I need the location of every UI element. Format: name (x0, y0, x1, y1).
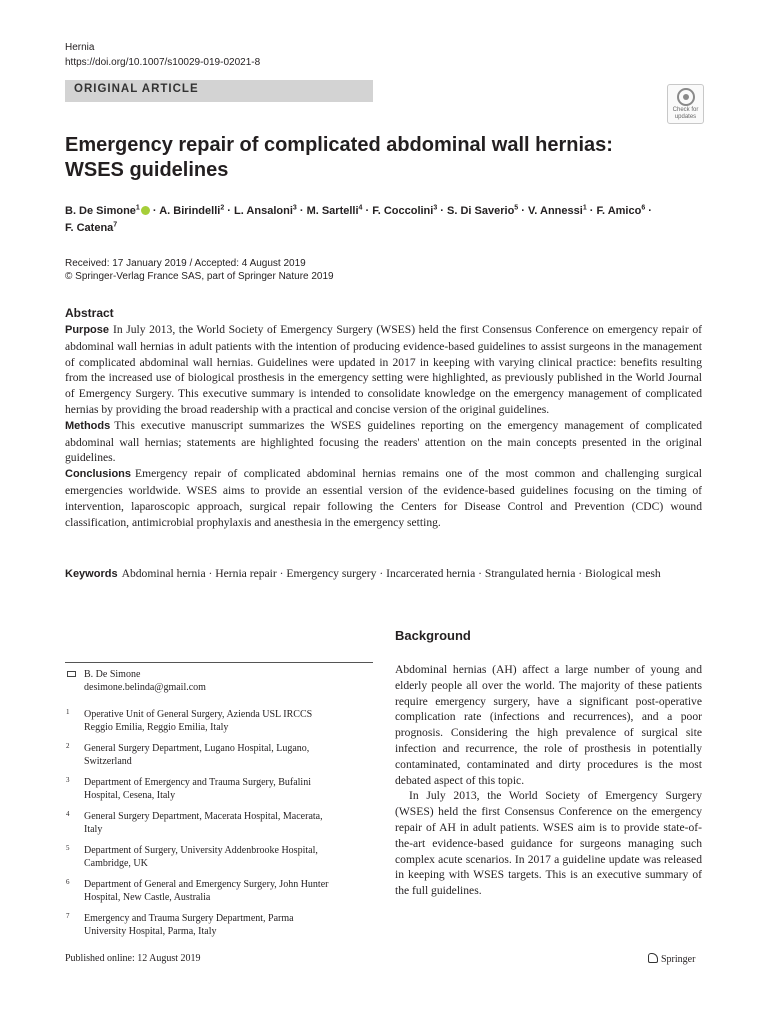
background-body (395, 662, 702, 899)
affiliation-item (65, 878, 373, 904)
affiliation-item (65, 810, 373, 836)
author-entry[interactable] (234, 205, 297, 217)
contact-name: B. De Simone (84, 669, 141, 680)
footnote-divider (65, 662, 373, 663)
published-online: Published online: 12 August 2019 (65, 953, 201, 964)
author-entry[interactable] (528, 205, 587, 217)
affiliation-item (65, 708, 373, 734)
publisher-logo (648, 953, 695, 965)
author-name: B. De Simone (65, 205, 136, 217)
author-name: F. Coccolini (372, 205, 434, 217)
affiliation-line: Switzerland (84, 756, 132, 767)
author-separator: · (645, 205, 652, 217)
author-entry[interactable] (65, 222, 117, 234)
affiliation-item (65, 844, 373, 870)
abstract-heading: Abstract (65, 306, 114, 320)
affiliation-line: Operative Unit of General Surgery, Azienda USL IRCCS (84, 709, 313, 720)
author-separator: · (362, 205, 373, 217)
author-affiliation-ref: 1 (135, 204, 140, 212)
affiliation-item (65, 776, 373, 802)
check-updates-icon (677, 88, 695, 106)
keywords-label: Keywords (65, 568, 118, 580)
article-dates (65, 257, 334, 283)
check-for-updates-badge[interactable] (667, 84, 704, 124)
affiliation-number: 3 (66, 776, 70, 784)
author-entry[interactable] (372, 205, 437, 217)
author-affiliation-ref: 7 (113, 221, 118, 229)
author-affiliation-ref: 3 (433, 204, 438, 212)
author-entry[interactable] (447, 205, 518, 217)
received-accepted: Received: 17 January 2019 / Accepted: 4 August 2019 (65, 258, 306, 269)
author-name: F. Amico (596, 205, 642, 217)
author-affiliation-ref: 4 (358, 204, 363, 212)
affiliation-number: 2 (66, 742, 70, 750)
affiliation-line: Cambridge, UK (84, 858, 148, 869)
author-list (65, 203, 705, 237)
author-affiliation-ref: 2 (220, 204, 225, 212)
background-heading: Background (395, 628, 471, 643)
affiliation-number: 1 (66, 708, 70, 716)
author-separator: · (224, 205, 234, 217)
copyright-line: © Springer-Verlag France SAS, part of Springer Nature 2019 (65, 271, 334, 282)
affiliation-number: 5 (66, 844, 70, 852)
author-name: M. Sartelli (306, 205, 359, 217)
author-entry[interactable] (159, 205, 224, 217)
author-affiliation-ref: 5 (514, 204, 519, 212)
affiliation-line: General Surgery Department, Macerata Hospital, Macerata, (84, 811, 323, 822)
abstract-body (65, 322, 702, 530)
check-updates-line1: Check for (672, 107, 699, 113)
affiliation-line: Hospital, Cesena, Italy (84, 790, 176, 801)
article-type-bar (65, 80, 373, 102)
affiliation-line: Italy (84, 824, 103, 835)
abstract-text: In July 2013, the World Society of Emergency Surgery (WSES) held the first Consensus Conference on emergency repair of abdominal wall hernias in adult patients with the intention of producing evidence-based guidelines to assist surgeons in the management of complicated abdominal wall hernias. Guidelines were updated in 2017 in keeping with varying clinical practice: benefits resulting from the increased use of biological prosthesis in the emergency setting were highlighted, as previously published in the World Journal of Emergency Surgery. This executive summary is intended to consolidate knowledge on the emergency management of complicated hernias by providing the broad readership with a practical and concise version of the original guidelines. (65, 323, 702, 416)
article-type-label: ORIGINAL ARTICLE (74, 83, 199, 95)
author-entry[interactable] (65, 205, 150, 217)
springer-horse-icon (648, 953, 658, 963)
author-affiliation-ref: 1 (582, 204, 587, 212)
abstract-purpose (65, 322, 702, 418)
author-affiliation-ref: 3 (292, 204, 297, 212)
abstract-label: Methods (65, 419, 111, 432)
affiliation-item (65, 912, 373, 938)
author-name: S. Di Saverio (447, 205, 515, 217)
background-paragraph: Abdominal hernias (AH) affect a large number of young and elderly people all over the world. The majority of these patients require emergency surgery, have a significant post-operative complication rate (infections and recurrences), and a poor prognosis. Considering the high prevalence of surgical site infection and recurrence, the role of prosthesis in potentially contaminated, contaminated and dirty procedures is the most debated aspect of this topic. (395, 663, 702, 787)
orcid-icon[interactable] (141, 206, 150, 215)
affiliation-number: 6 (66, 878, 70, 886)
affiliation-line: University Hospital, Parma, Italy (84, 926, 217, 937)
author-entry[interactable] (307, 205, 363, 217)
author-separator: · (518, 205, 528, 217)
article-title: Emergency repair of complicated abdominal wall hernias: WSES guidelines (65, 134, 613, 181)
abstract-label: Purpose (65, 324, 110, 336)
author-separator: · (586, 205, 597, 217)
background-paragraph: In July 2013, the World Society of Emergency Surgery (WSES) held the first Consensus Conference on the emergency repair of AH in adult patients. WSES aim is to provide state-of-the-art evidence-based guidance for surgeons managing such complex acute scenarios. In 2017 a guideline update was released in keeping with WSES targets. This is an executive summary of the full guidelines. (395, 789, 702, 898)
author-entry[interactable] (597, 205, 646, 217)
affiliation-line: Department of General and Emergency Surgery, John Hunter (84, 879, 329, 890)
affiliation-line: General Surgery Department, Lugano Hospital, Lugano, (84, 743, 310, 754)
author-affiliation-ref: 6 (641, 204, 646, 212)
affiliation-line: Department of Surgery, University Addenbrooke Hospital, (84, 845, 318, 856)
doi-link[interactable]: https://doi.org/10.1007/s10029-019-02021-8 (65, 57, 261, 68)
affiliation-number: 4 (66, 810, 70, 818)
keywords-text: Abdominal hernia · Hernia repair · Emergency surgery · Incarcerated hernia · Strangulated hernia · Biological mesh (121, 567, 661, 580)
affiliation-line: Emergency and Trauma Surgery Department, Parma (84, 913, 294, 924)
corresponding-author (65, 668, 206, 694)
journal-info (65, 40, 260, 70)
abstract-text: Emergency repair of complicated abdominal hernias remains one of the most common and challenging surgical emergencies worldwide. WSES aims to provide an essential version of the evidence-based guidelines focusing on the timing of intervention, laparoscopic approach, surgical repair following the Centers for Disease Control and Prevention (CDC) wound classification, antimicrobial prophylaxis and anesthesia in the emergency setting. (65, 467, 702, 529)
affiliation-item (65, 742, 373, 768)
author-separator: · (296, 205, 307, 217)
abstract-text: This executive manuscript summarizes the WSES guidelines reporting on the emergency management of complicated abdominal wall hernias; statements are highlighted focusing the readers' attention on the main concepts presented in the original guidelines. (65, 418, 702, 465)
abstract-methods (65, 418, 702, 466)
author-name: L. Ansaloni (234, 205, 293, 217)
author-name: F. Catena (65, 222, 114, 234)
author-separator: · (149, 205, 160, 217)
publisher-name: Springer (661, 954, 696, 965)
keywords (65, 566, 702, 583)
affiliation-line: Hospital, New Castle, Australia (84, 892, 211, 903)
journal-name: Hernia (65, 42, 95, 53)
envelope-icon (67, 671, 76, 677)
affiliation-line: Department of Emergency and Trauma Surgery, Bufalini (84, 777, 311, 788)
affiliation-number: 7 (66, 912, 70, 920)
contact-email[interactable]: desimone.belinda@gmail.com (84, 682, 206, 693)
check-updates-line2: updates (674, 114, 697, 120)
author-name: V. Annessi (527, 205, 583, 217)
author-name: A. Birindelli (159, 205, 221, 217)
affiliation-line: Reggio Emilia, Reggio Emilia, Italy (84, 722, 229, 733)
affiliation-list (65, 708, 373, 946)
author-separator: · (437, 205, 448, 217)
abstract-label: Conclusions (65, 468, 132, 481)
abstract-conclusions (65, 466, 702, 530)
